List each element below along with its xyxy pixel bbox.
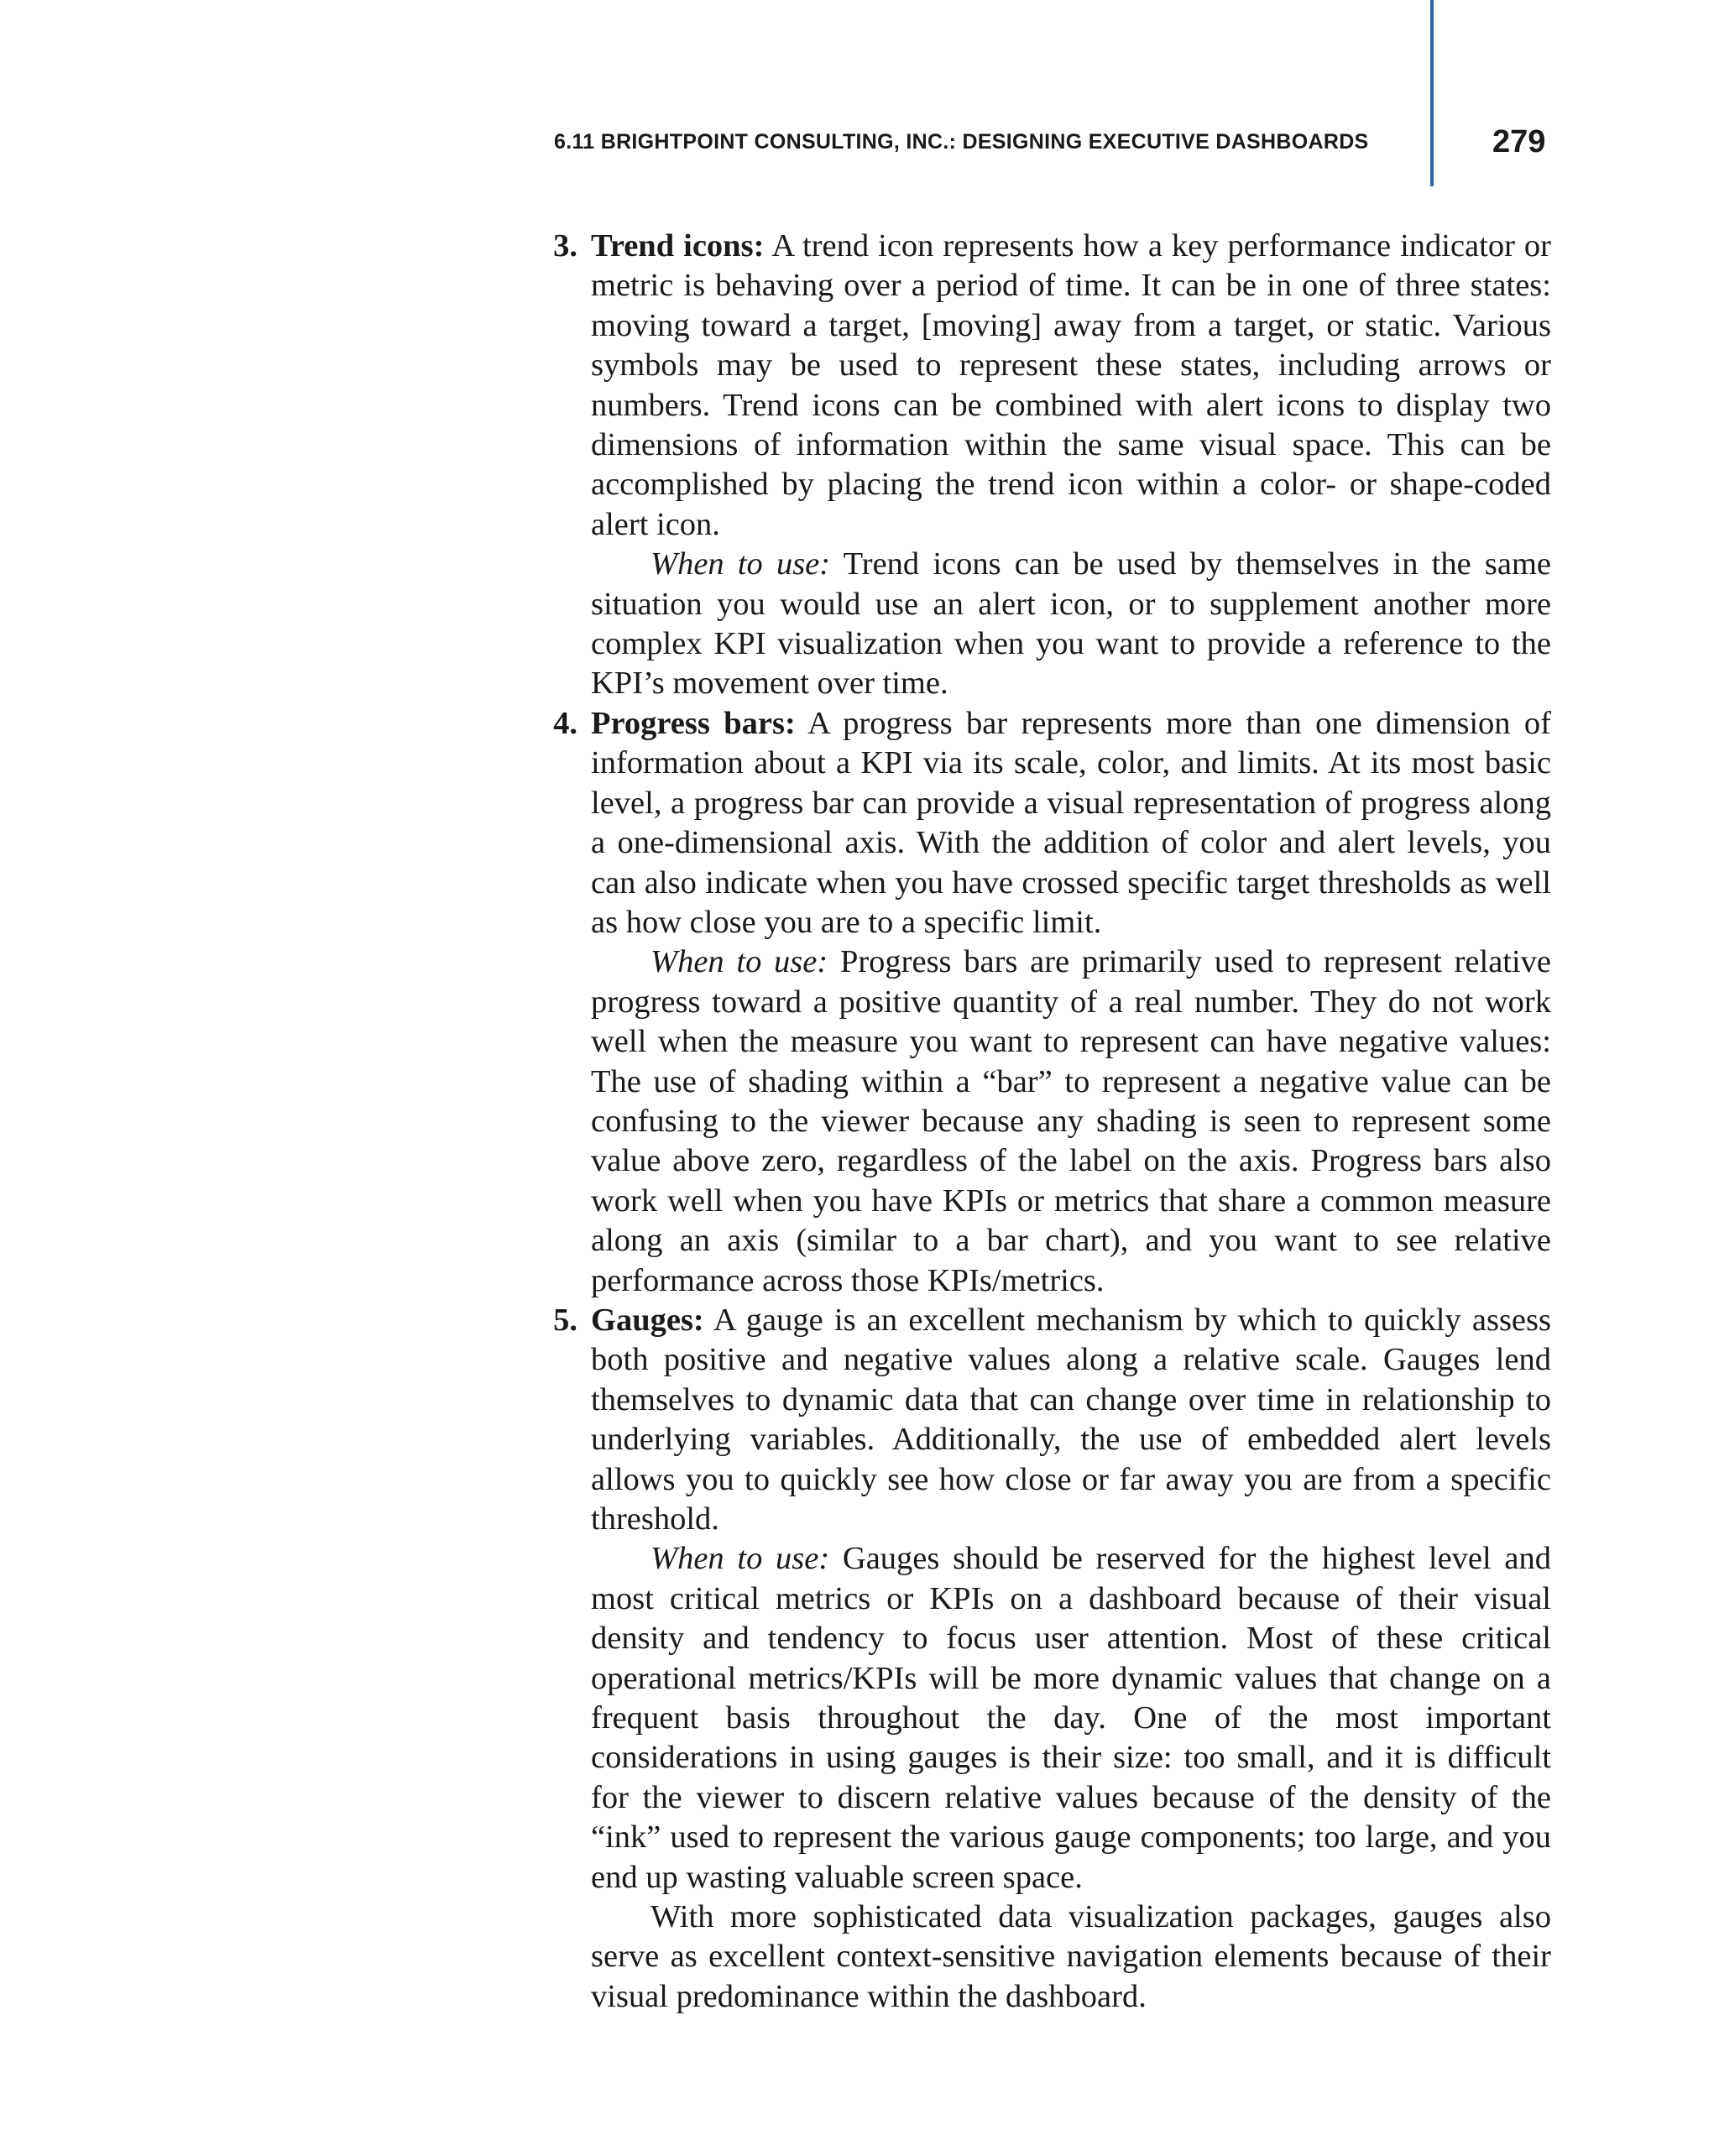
when-to-use-paragraph [591,545,1551,704]
closing-paragraph-wrapper [540,1898,1551,2017]
when-to-use-paragraph [591,942,1551,1301]
item-description [591,227,1551,545]
item-description [591,1301,1551,1539]
body-text [540,227,1551,2017]
when-to-use-label: When to use: [651,1541,830,1577]
when-to-use-label: When to use: [651,546,831,582]
item-number: 4. [553,705,577,741]
when-to-use-text: Trend icons can be used by themselves in the same situation you would use an alert icon, or to supplement another more complex KPI visualization when you want to provide a reference to the KPI’s movement over time. [591,546,1551,702]
item-description-text: A trend icon represents how a key performance indicator or metric is behaving over a period of time. It can be in one of three states: moving toward a target, [moving] away from a target, or static. Various symbols may be used to represent these states, including arrows or numbers. Trend icons can be combined with alert icons to display two dimensions of information within the same visual space. This can be accomplished by placing the trend icon within a color- or shape-coded alert icon. [591,228,1551,542]
closing-paragraph: With more sophisticated data visualization packages, gauges also serve as excellent context-sensitive navigation elements because of their visual predominance within the dashboard. [591,1899,1551,2014]
when-to-use-text: Progress bars are primarily used to represent relative progress toward a positive quantity of a real number. They do not work well when the measure you want to represent can have negative values: The use of shading within a “bar” to represent a negative value can be confusing to the viewer because any shading is seen to represent some value above zero, regardless of the label on the axis. Progress bars also work well when you have KPIs or metrics that share a common measure along an axis (similar to a bar chart), and you want to see relative performance across those KPIs/metrics. [591,944,1552,1298]
when-to-use-label: When to use: [651,944,828,980]
running-head: 6.11 BRIGHTPOINT CONSULTING, INC.: DESIGNING EXECUTIVE DASHBOARDS [554,130,1369,154]
when-to-use-text: Gauges should be reserved for the highest level and most critical metrics or KPIs on a dashboard because of their visual density and tendency to focus user attention. Most of these critical operational metrics/KPIs will be more dynamic values that change on a frequent basis throughout the day. One of the most important considerations in using gauges is their size: too small, and it is difficult for the viewer to discern relative values because of the density of the “ink” used to represent the various gauge components; too large, and you end up wasting valuable screen space. [591,1541,1551,1895]
header-rule [1430,0,1434,186]
when-to-use-paragraph [591,1539,1551,1898]
item-description-text: A gauge is an excellent mechanism by which to quickly assess both positive and negative values along a relative scale. Gauges lend themselves to dynamic data that can change over time in relationship to underlying variables. Additionally, the use of embedded alert levels allows you to quickly see how close or far away you are from a specific threshold. [591,1302,1551,1537]
item-term: Progress bars: [591,705,796,741]
item-term: Gauges: [591,1302,704,1338]
item-description-text: A progress bar represents more than one dimension of information about a KPI via its scale, color, and limits. At its most basic level, a progress bar can provide a visual representation of progress along a one-dimensional axis. With the addition of color and alert levels, you can also indicate when you have crossed specific target thresholds as well as how close you are to a specific limit. [591,705,1551,940]
list-item-gauges [540,1301,1551,1898]
page-number: 279 [1492,124,1546,159]
list-item-progress-bars [540,704,1551,1301]
item-description [591,704,1551,942]
list-item-trend-icons [540,227,1551,704]
item-number: 5. [553,1302,577,1338]
item-term: Trend icons: [591,228,765,264]
item-number: 3. [553,228,577,264]
